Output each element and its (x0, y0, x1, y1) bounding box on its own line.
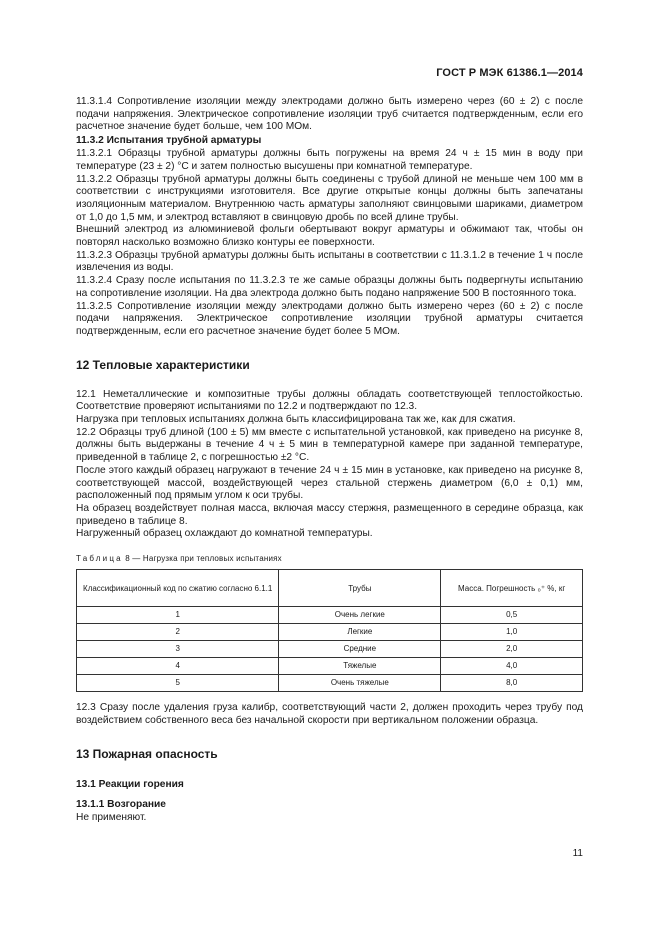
cell-tube: Очень тяжелые (279, 675, 441, 692)
para-12-3: 12.3 Сразу после удаления груза калибр, соответствующий части 2, должен проходить через трубу под воздействием собственного веса без начальной скорости при вертикальном положении образца. (76, 702, 583, 726)
para-11-3-2-3: 11.3.2.3 Образцы трубной арматуры должны быть испытаны в соответствии с 11.3.1.2 в течение 1 ч после извлечения из воды. (76, 249, 583, 274)
subheading-13-1-1: 13.1.1 Возгорание (76, 798, 166, 810)
para-load-classification: Нагрузка при тепловых испытаниях должна быть классифицирована так же, как для сжатия. (76, 414, 516, 426)
para-11-3-2-5: 11.3.2.5 Сопротивление изоляции между электродами должно быть измерено через (60 ± 2) с после подачи напряжения. Электрическое сопротивление изоляции трубной арматуры считается подтвержденным, если его расчетное значение будет более 5 МОм. (76, 300, 583, 337)
cell-code: 1 (77, 607, 279, 624)
cell-tube: Тяжелые (279, 658, 441, 675)
para-11-3-1-4: 11.3.1.4 Сопротивление изоляции между электродами должно быть измерено через (60 ± 2) с после подачи напряжения. Электрическое сопротивление изоляции труб считается подтвержденным, если его расчетное значение будет больше, чем 100 МОм. (76, 96, 583, 133)
cell-mass: 8,0 (441, 675, 583, 692)
table-8-caption (76, 554, 583, 563)
cell-tube: Легкие (279, 624, 441, 641)
subheading-13-1: 13.1 Реакции горения (76, 778, 184, 790)
document-body (76, 96, 583, 824)
table-row (77, 624, 583, 641)
cell-code: 4 (77, 658, 279, 675)
para-11-3-2-4: 11.3.2.4 Сразу после испытания по 11.3.2.3 те же самые образцы должны быть подвергнуты испытанию на сопротивление изоляции. На два электрода должно быть подано напряжение 500 В постоянного тока. (76, 275, 583, 299)
cell-code: 3 (77, 641, 279, 658)
table-caption-word: Таблица (76, 554, 123, 564)
standard-header: ГОСТ Р МЭК 61386.1—2014 (436, 67, 583, 79)
cell-code: 2 (77, 624, 279, 641)
cell-mass: 0,5 (441, 607, 583, 624)
cell-mass: 4,0 (441, 658, 583, 675)
section-13-title: 13 Пожарная опасность (76, 746, 218, 761)
table-row (77, 675, 583, 692)
cell-tube: Очень легкие (279, 607, 441, 624)
cell-mass: 2,0 (441, 641, 583, 658)
table-8 (76, 569, 583, 692)
para-12-2: 12.2 Образцы труб длиной (100 ± 5) мм вместе с испытательной установкой, как приведено на рисунке 8, должны быть выдержаны в течение 4 ч ± 5 мин в температурной камере при заданной температуре, приведенной в таблице 2, с погрешностью ±2 °С. (76, 426, 583, 464)
para-11-3-2-2: 11.3.2.2 Образцы трубной арматуры должны быть соединены с трубой длиной не меньше чем 100 мм в соответствии с инструкциями изготовителя. Все другие открытые концы должны быть запечатаны изоляционным материалом. Внутреннюю часть арматуры заполняют свинцовыми шариками, диаметром от 1,0 до 1,5 мм, и электрод вставляют в свинцовую дробь по всей длине трубы. (76, 173, 583, 223)
cell-code: 5 (77, 675, 279, 692)
page-number: 11 (572, 848, 583, 859)
para-11-3-2-1: 11.3.2.1 Образцы трубной арматуры должны быть погружены на время 24 ч ± 15 мин в воду при температуре (23 ± 2) °С и затем полностью высушены при комнатной температуре. (76, 148, 583, 172)
table-row (77, 658, 583, 675)
section-12-title: 12 Тепловые характеристики (76, 357, 250, 372)
header-mass: Масса. Погрешность ₀⁺ %, кг (441, 570, 583, 607)
header-tubes: Трубы (279, 570, 441, 607)
para-external-electrode: Внешний электрод из алюминиевой фольги обертывают вокруг арматуры и обжимают так, чтобы он повторял насколько возможно близко контуры ее поверхности. (76, 224, 583, 249)
table-row (77, 641, 583, 658)
para-loading: После этого каждый образец нагружают в течение 24 ч ± 15 мин в установке, как приведено на рисунке 8, соответствующей массой, воздействующей через стальной стержень диаметром (6,0 ± 0,1) мм, расположенный под прямым углом к оси трубы. (76, 464, 583, 502)
para-12-1: 12.1 Неметаллические и композитные трубы должны обладать соответствующей теплостойкостью. Соответствие проверяют испытаниями по 12.2 и подтверждают по 12.3. (76, 388, 583, 413)
header-classification: Классификационный код по сжатию согласно 6.1.1 (77, 570, 279, 607)
subheading-11-3-2: 11.3.2 Испытания трубной арматуры (76, 135, 262, 147)
table-caption-text: 8 — Нагрузка при тепловых испытаниях (122, 554, 282, 564)
table-row (77, 607, 583, 624)
para-not-applied: Не применяют. (76, 811, 147, 823)
cell-mass: 1,0 (441, 624, 583, 641)
para-cooling: Нагруженный образец охлаждают до комнатной температуры. (76, 528, 373, 540)
table-header-row (77, 570, 583, 607)
cell-tube: Средние (279, 641, 441, 658)
para-full-mass: На образец воздействует полная масса, включая массу стержня, размещенного в середине образца, как приведено в таблице 8. (76, 502, 583, 527)
